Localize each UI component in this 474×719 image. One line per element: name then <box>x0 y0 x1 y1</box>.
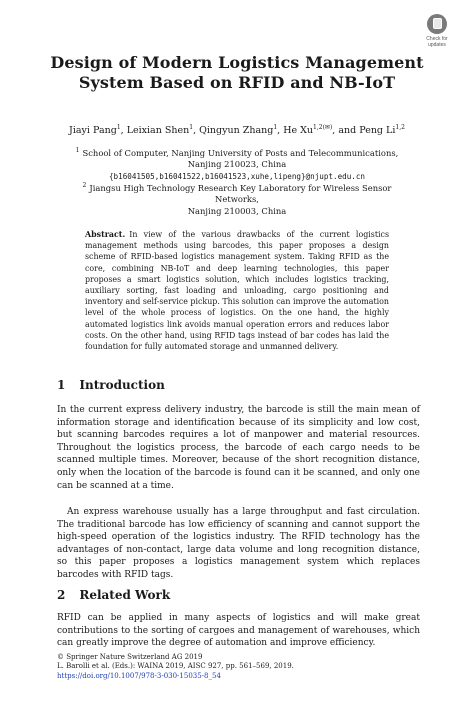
section-title: Related Work <box>79 588 171 602</box>
author-name: He Xu <box>283 125 314 137</box>
check-for-updates-badge[interactable] <box>420 14 454 48</box>
copyright-line: © Springer Nature Switzerland AG 2019 <box>57 653 203 661</box>
affiliation-text: School of Computer, Nanjing University of Posts and Telecommunications, <box>82 148 399 158</box>
paper-title: Design of Modern Logistics Management System Based on RFID and NB-IoT <box>50 53 424 92</box>
introduction-paragraph-1: In the current express delivery industry, the barcode is still the main mean of information storage and identification because of its simplicity and low cost, but scanning barcodes requires a lot of manpower and material resources. Throughout the logistics process, the barcode of each cargo needs to be scanned multiple times. Moreover, because of the short recognition distance, only when the location of the barcode is found can it be scanned, and only one can be scanned at a time. <box>57 405 420 491</box>
author-emails[interactable]: {b16041505,b16041522,b16041523,xuhe,lipeng}@njupt.edu.cn <box>108 171 366 181</box>
section-number: 2 <box>57 588 66 602</box>
affiliation-1 <box>60 145 414 182</box>
section-heading-related-work <box>57 588 170 602</box>
abstract-label: Abstract. <box>85 230 126 239</box>
abstract-text: In view of the various drawbacks of the current logistics management methods using barcodes, this paper proposes a design scheme of RFID-based logistics management system. Taking RFID as the core, combining NB-IoT and deep learning technologies, this paper proposes a smart logistics solution, which includes logistics tracking, auxiliary sorting, fast loading and unloading, cargo positioning and inventory and self-service pickup. This solution can improve the automation level of the whole process of logistics. On the one hand, the highly automated logistics link avoids manual operation errors and reduces labor costs. On the other hand, using RFID tags instead of bar codes has laid the foundation for fully automated storage and unmanned delivery. <box>85 230 390 352</box>
affiliation-2 <box>60 180 414 217</box>
author-list: Jiayi Pang$^1$, Leixian Shen$^1$, Qingyun Zhang$^1$, He $Xu^{1,2(✉)}$, and Peng Li$^{1,2}$ <box>69 124 405 137</box>
citation-line: L. Barolli et al. (Eds.): WAINA 2019, AISC 927, pp. 561–569, 2019. <box>57 662 294 671</box>
affiliation-line <box>60 145 414 159</box>
affiliation-text: Jiangsu High Technology Research Key Laboratory for Wireless Sensor Networks, <box>89 183 392 205</box>
author-affiliation-mark: 1 <box>189 124 194 131</box>
author-name: Jiayi Pang <box>69 125 117 137</box>
section-title: Introduction <box>79 378 165 392</box>
affiliation-mark: 1 <box>75 147 80 154</box>
affiliation-line <box>60 180 414 206</box>
author-name: Qingyun Zhang <box>199 125 274 137</box>
introduction-paragraph-2: An express warehouse usually has a large throughput and fast circulation. The traditional barcode has low efficiency of scanning and cannot support the high-speed operation of the logistics industry. The RFID technology has the advantages of non-contact, large data volume and long recognition distance, so this paper proposes a logistics management system which replaces barcodes with RFID tags. <box>57 507 420 580</box>
check-for-updates-label: Check for updates <box>426 36 448 48</box>
related-work-paragraph-1: RFID can be applied in many aspects of logistics and will make great contributions to the sorting of cargoes and management of warehouses, which can greatly improve the degree of automation and improve efficiency. <box>57 613 420 649</box>
author-affiliation-mark: 1 <box>273 124 278 131</box>
author-name: and Peng Li <box>338 125 396 137</box>
author-affiliation-mark: 1,2(✉) <box>313 124 333 131</box>
section-number: 1 <box>57 378 66 392</box>
doi-link[interactable]: https://doi.org/10.1007/978-3-030-15035-8_54 <box>57 671 221 680</box>
affiliation-mark: 2 <box>82 182 87 189</box>
author-affiliation-mark: 1 <box>116 124 121 131</box>
abstract <box>85 229 389 352</box>
author-affiliation-mark: 1,2 <box>395 124 405 131</box>
check-for-updates-icon <box>427 14 447 34</box>
publication-footer <box>57 653 437 681</box>
affiliation-line: Nanjing 210003, China <box>187 205 287 216</box>
section-heading-introduction <box>57 378 165 392</box>
author-name: Leixian Shen <box>126 125 190 137</box>
affiliation-line: Nanjing 210023, China <box>187 159 287 170</box>
